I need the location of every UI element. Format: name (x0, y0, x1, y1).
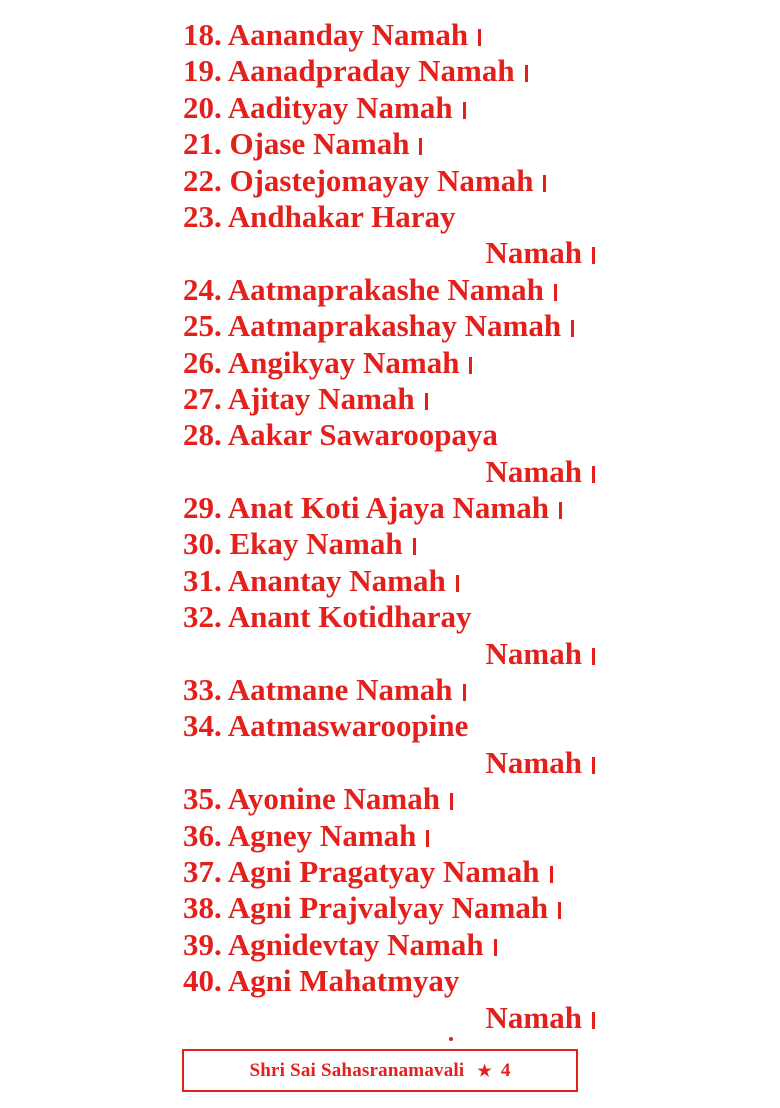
list-item-continuation (183, 235, 613, 271)
continuation-text: Namah (485, 235, 582, 271)
danda-mark (450, 793, 453, 810)
page-number: 4 (500, 1060, 511, 1081)
list-item (183, 90, 613, 126)
danda-mark (463, 684, 466, 701)
continuation-text: Namah (485, 999, 582, 1035)
danda-mark (592, 648, 595, 665)
list-item (183, 17, 613, 53)
list-item (183, 526, 613, 562)
entry-text: 20. Aadityay Namah (183, 89, 453, 125)
continuation-wrap (486, 454, 595, 490)
list-item-continuation (183, 1000, 613, 1036)
list-item (183, 163, 613, 199)
entry-text: 26. Angikyay Namah (183, 344, 460, 380)
entry-text: 24. Aatmaprakashe Namah (183, 271, 544, 307)
list-item (183, 599, 613, 635)
danda-mark (592, 1012, 595, 1029)
entry-text: 23. Andhakar Haray (183, 198, 456, 234)
continuation-text: Namah (485, 635, 582, 671)
entry-text: 18. Aananday Namah (183, 17, 469, 52)
ink-dot (449, 1037, 453, 1041)
names-list (183, 17, 613, 1036)
list-item (183, 490, 613, 526)
continuation-text: Namah (485, 744, 582, 780)
list-item (183, 563, 613, 599)
list-item (183, 308, 613, 344)
danda-mark (494, 939, 497, 956)
entry-text: 28. Aakar Sawaroopaya (183, 417, 498, 453)
footer-title: Shri Sai Sahasranamavali (249, 1060, 465, 1081)
entry-text: 31. Anantay Namah (183, 562, 446, 598)
entry-text: 37. Agni Pragatyay Namah (183, 853, 540, 889)
entry-text: 25. Aatmaprakashay Namah (183, 308, 562, 344)
entry-text: 35. Ayonine Namah (183, 781, 440, 817)
continuation-wrap (486, 235, 595, 271)
entry-text: 39. Agnidevtay Namah (183, 926, 484, 962)
danda-mark (478, 29, 481, 46)
list-item (183, 927, 613, 963)
list-item (183, 781, 613, 817)
entry-text: 34. Aatmaswaroopine (183, 708, 469, 744)
list-item (183, 818, 613, 854)
entry-text: 32. Anant Kotidharay (183, 599, 472, 635)
danda-mark (558, 902, 561, 919)
list-item (183, 708, 613, 744)
danda-mark (571, 320, 574, 337)
list-item-continuation (183, 636, 613, 672)
entry-text: 30. Ekay Namah (183, 526, 403, 562)
danda-mark (559, 502, 562, 519)
list-item (183, 53, 613, 89)
entry-text: 38. Agni Prajvalyay Namah (183, 890, 549, 926)
list-item (183, 345, 613, 381)
danda-mark (592, 247, 595, 264)
list-item (183, 381, 613, 417)
list-item (183, 417, 613, 453)
page-footer (182, 1049, 578, 1092)
continuation-wrap (486, 745, 595, 781)
entry-text: 27. Ajitay Namah (183, 380, 415, 416)
entry-text: 33. Aatmane Namah (183, 672, 453, 708)
list-item (183, 672, 613, 708)
entry-text: 21. Ojase Namah (183, 126, 410, 162)
list-item (183, 890, 613, 926)
danda-mark (426, 830, 429, 847)
danda-mark (592, 466, 595, 483)
danda-mark (543, 175, 546, 192)
entry-text: 40. Agni Mahatmyay (183, 963, 460, 999)
continuation-text: Namah (485, 453, 582, 489)
entry-text: 22. Ojastejomayay Namah (183, 162, 534, 198)
danda-mark (413, 538, 416, 555)
list-item-continuation (183, 745, 613, 781)
danda-mark (456, 575, 459, 592)
list-item (183, 854, 613, 890)
danda-mark (550, 866, 553, 883)
danda-mark (592, 757, 595, 774)
entry-text: 19. Aanadpraday Namah (183, 53, 515, 89)
list-item (183, 963, 613, 999)
danda-mark (554, 284, 557, 301)
list-item (183, 126, 613, 162)
danda-mark (425, 393, 428, 410)
danda-mark (463, 102, 466, 119)
star-icon: ★ (477, 1063, 492, 1080)
list-item-continuation (183, 454, 613, 490)
continuation-wrap (486, 1000, 595, 1036)
danda-mark (469, 357, 472, 374)
list-item (183, 272, 613, 308)
entry-text: 29. Anat Koti Ajaya Namah (183, 490, 549, 526)
danda-mark (525, 65, 528, 82)
continuation-wrap (486, 636, 595, 672)
danda-mark (419, 138, 422, 155)
entry-text: 36. Agney Namah (183, 817, 417, 853)
list-item (183, 199, 613, 235)
